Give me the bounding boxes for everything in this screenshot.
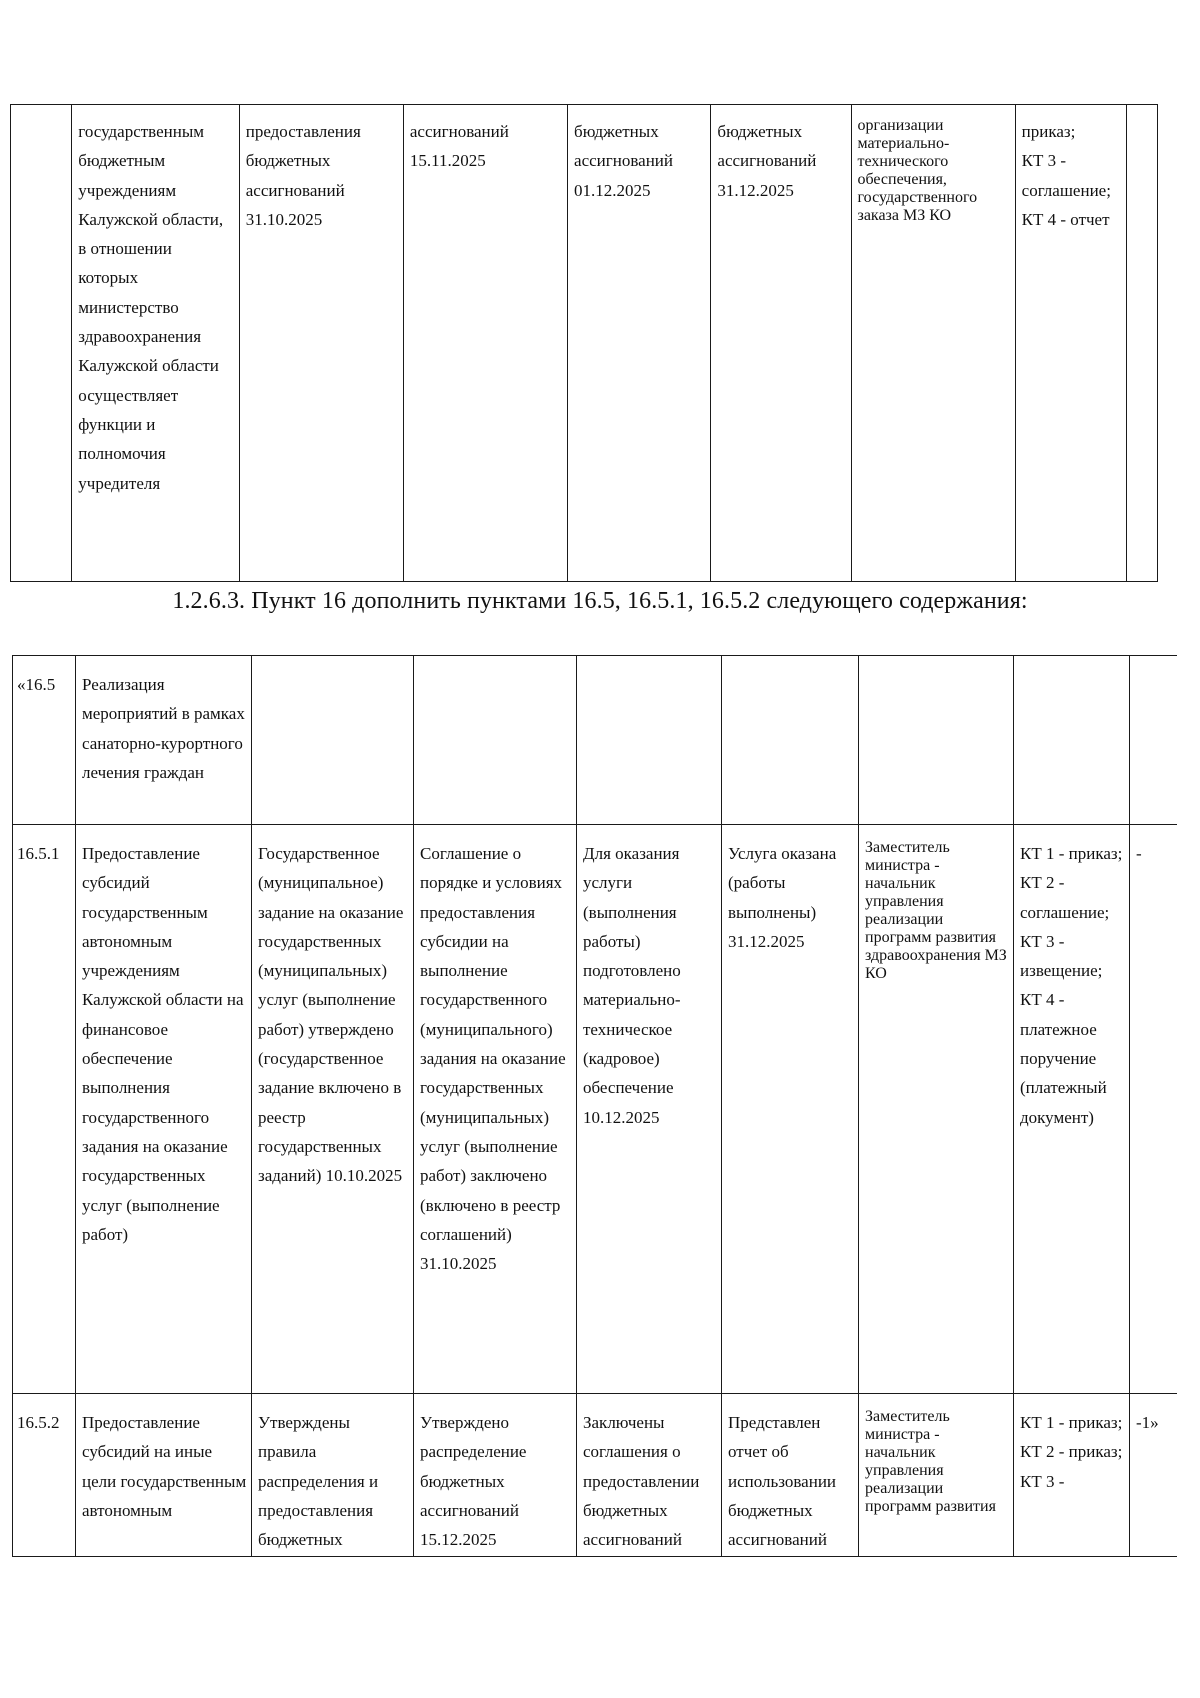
section-heading: 1.2.6.3. Пункт 16 дополнить пунктами 16.5, 16.5.1, 16.5.2 следующего содержания: (172, 588, 1028, 614)
extra-cell (1127, 105, 1158, 582)
extra-cell (1130, 656, 1177, 825)
control-point-2-cell (414, 656, 577, 825)
event-name-cell: Предоставление субсидий государственным автономным учреждениям Калужской области на финансовое обеспечение выполнения государственного задания на оказание государственных услуг (выполнение работ) (76, 825, 252, 1394)
control-point-3-cell: бюджетных ассигнований 01.12.2025 (568, 105, 711, 582)
table-row (11, 105, 1158, 582)
control-point-2-cell: Соглашение о порядке и условиях предоставления субсидии на выполнение государственного (муниципального) задания на оказание государственных (муниципальных) услуг (выполнение работ) заключено (включено в реестр соглашений) 31.10.2025 (414, 825, 577, 1394)
control-point-3-cell: Для оказания услуги (выполнения работы) подготовлено материально-техническое (кадровое) обеспечение 10.12.2025 (577, 825, 722, 1394)
responsible-cell: Заместитель министра - начальник управления реализации программ развития здравоохранения МЗ КО (859, 825, 1014, 1394)
control-point-3-cell: Заключены соглашения о предоставлении бюджетных ассигнований (577, 1394, 722, 1557)
row-number-cell: 16.5.1 (13, 825, 76, 1394)
continued-table (10, 104, 1158, 582)
control-point-4-cell: бюджетных ассигнований 31.12.2025 (711, 105, 851, 582)
extra-cell: -1» (1130, 1394, 1177, 1557)
control-point-4-cell (722, 656, 859, 825)
control-point-1-cell: Государственное (муниципальное) задание на оказание государственных (муниципальных) услуг (выполнение работ) утверждено (государственное задание включено в реестр государственных заданий) 10.10.2025 (252, 825, 414, 1394)
control-point-1-cell: предоставления бюджетных ассигнований 31.10.2025 (239, 105, 403, 582)
control-point-3-cell (577, 656, 722, 825)
responsible-cell (859, 656, 1014, 825)
control-point-4-cell: Услуга оказана (работы выполнены) 31.12.2025 (722, 825, 859, 1394)
table-row (13, 825, 1177, 1394)
document-type-cell: приказ; КТ 3 - соглашение; КТ 4 - отчет (1015, 105, 1127, 582)
row-number-cell (11, 105, 72, 582)
control-point-4-cell: Представлен отчет об использовании бюджетных ассигнований (722, 1394, 859, 1557)
row-number-cell: 16.5.2 (13, 1394, 76, 1557)
document-type-cell (1014, 656, 1130, 825)
event-name-cell: Реализация мероприятий в рамках санаторно-курортного лечения граждан (76, 656, 252, 825)
responsible-cell: Заместитель министра - начальник управления реализации программ развития (859, 1394, 1014, 1557)
document-type-cell: КТ 1 - приказ; КТ 2 - приказ; КТ 3 - (1014, 1394, 1130, 1557)
event-name-cell: государственным бюджетным учреждениям Калужской области, в отношении которых министерство здравоохранения Калужской области осуществляет функции и полномочия учредителя (72, 105, 239, 582)
control-point-2-cell: ассигнований 15.11.2025 (403, 105, 567, 582)
event-name-cell: Предоставление субсидий на иные цели государственным автономным (76, 1394, 252, 1557)
responsible-cell: организации материально-технического обеспечения, государственного заказа МЗ КО (851, 105, 1015, 582)
control-point-1-cell: Утверждены правила распределения и предоставления бюджетных (252, 1394, 414, 1557)
document-type-cell: КТ 1 - приказ; КТ 2 - соглашение; КТ 3 - извещение; КТ 4 - платежное поручение (платежный документ) (1014, 825, 1130, 1394)
control-point-1-cell (252, 656, 414, 825)
table-row (13, 656, 1177, 825)
control-point-2-cell: Утверждено распределение бюджетных ассигнований 15.12.2025 (414, 1394, 577, 1557)
plan-table (12, 655, 1177, 1557)
extra-cell: - (1130, 825, 1177, 1394)
table-row (13, 1394, 1177, 1557)
row-number-cell: «16.5 (13, 656, 76, 825)
